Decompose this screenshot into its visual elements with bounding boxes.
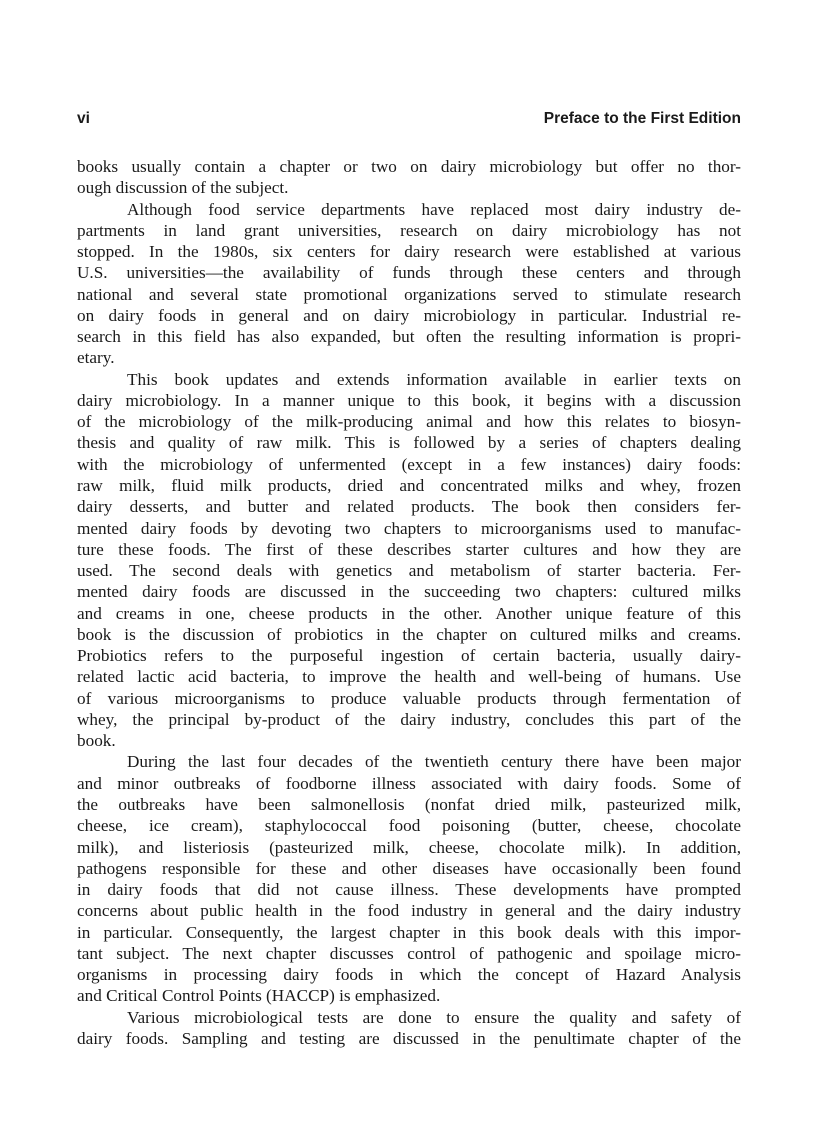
text-line: and Critical Control Points (HACCP) is emphasized.	[77, 986, 441, 1006]
text-line: dairy desserts, and butter and related products. The book then considers fer-	[77, 497, 741, 517]
text-line: dairy foods. Sampling and testing are discussed in the penultimate chapter of the	[77, 1028, 741, 1048]
text-line: organisms in processing dairy foods in which the concept of Hazard Analysis	[77, 965, 741, 985]
text-line: partments in land grant universities, research on dairy microbiology has not	[77, 220, 741, 240]
text-line: milk), and listeriosis (pasteurized milk, cheese, chocolate milk). In addition,	[77, 837, 741, 857]
text-line: in particular. Consequently, the largest chapter in this book deals with this impor-	[77, 922, 741, 942]
text-line: of various microorganisms to produce valuable products through fermentation of	[77, 688, 741, 708]
text-line: pathogens responsible for these and other diseases have occasionally been found	[77, 858, 741, 878]
text-line: on dairy foods in general and on dairy microbiology in particular. Industrial re-	[77, 305, 741, 325]
text-line: concerns about public health in the food industry in general and the dairy industry	[77, 901, 741, 921]
text-line: and creams in one, cheese products in the other. Another unique feature of this	[77, 603, 741, 623]
text-line: with the microbiology of unfermented (except in a few instances) dairy foods:	[77, 454, 741, 474]
text-line: search in this field has also expanded, but often the resulting information is propri-	[77, 327, 741, 347]
text-line: whey, the principal by-product of the dairy industry, concludes this part of the	[77, 709, 741, 729]
text-line: books usually contain a chapter or two on dairy microbiology but offer no thor-	[77, 157, 741, 176]
text-line: national and several state promotional organizations served to stimulate research	[77, 284, 741, 304]
text-line: raw milk, fluid milk products, dried and concentrated milks and whey, frozen	[77, 475, 741, 495]
text-line: mented dairy foods by devoting two chapters to microorganisms used to manufac-	[77, 518, 741, 538]
page-number: vi	[77, 110, 90, 127]
running-title: Preface to the First Edition	[543, 110, 741, 127]
text-line: thesis and quality of raw milk. This is followed by a series of chapters dealing	[77, 433, 741, 453]
text-line: Various microbiological tests are done to ensure the quality and safety of	[127, 1007, 741, 1027]
text-line: and minor outbreaks of foodborne illness associated with dairy foods. Some of	[77, 773, 741, 793]
running-header	[77, 110, 741, 130]
text-line: ough discussion of the subject.	[77, 178, 289, 198]
text-line: cheese, ice cream), staphylococcal food poisoning (butter, cheese, chocolate	[77, 816, 741, 836]
text-line: used. The second deals with genetics and metabolism of starter bacteria. Fer-	[77, 561, 741, 581]
text-line: ture these foods. The first of these describes starter cultures and how they are	[77, 539, 741, 559]
text-line: of the microbiology of the milk-producing animal and how this relates to biosyn-	[77, 412, 741, 432]
text-line: U.S. universities—the availability of funds through these centers and through	[77, 263, 741, 283]
text-line: tant subject. The next chapter discusses control of pathogenic and spoilage micro-	[77, 943, 741, 963]
text-line: book is the discussion of probiotics in the chapter on cultured milks and creams.	[77, 624, 741, 644]
text-line: mented dairy foods are discussed in the succeeding two chapters: cultured milks	[77, 582, 741, 602]
text-line: stopped. In the 1980s, six centers for dairy research were established at various	[77, 242, 741, 262]
text-line: in dairy foods that did not cause illness. These developments have prompted	[77, 880, 741, 900]
text-line: the outbreaks have been salmonellosis (nonfat dried milk, pasteurized milk,	[77, 794, 741, 814]
text-line: dairy microbiology. In a manner unique to this book, it begins with a discussion	[77, 390, 741, 410]
text-line: etary.	[77, 348, 115, 368]
text-line: Although food service departments have replaced most dairy industry de-	[127, 199, 741, 219]
text-line: During the last four decades of the twentieth century there have been major	[127, 752, 741, 772]
body-text	[77, 156, 741, 1049]
text-line: book.	[77, 731, 116, 751]
text-line: Probiotics refers to the purposeful ingestion of certain bacteria, usually dairy-	[77, 646, 741, 666]
text-line: This book updates and extends information available in earlier texts on	[127, 369, 741, 389]
text-line: related lactic acid bacteria, to improve the health and well-being of humans. Use	[77, 667, 741, 687]
